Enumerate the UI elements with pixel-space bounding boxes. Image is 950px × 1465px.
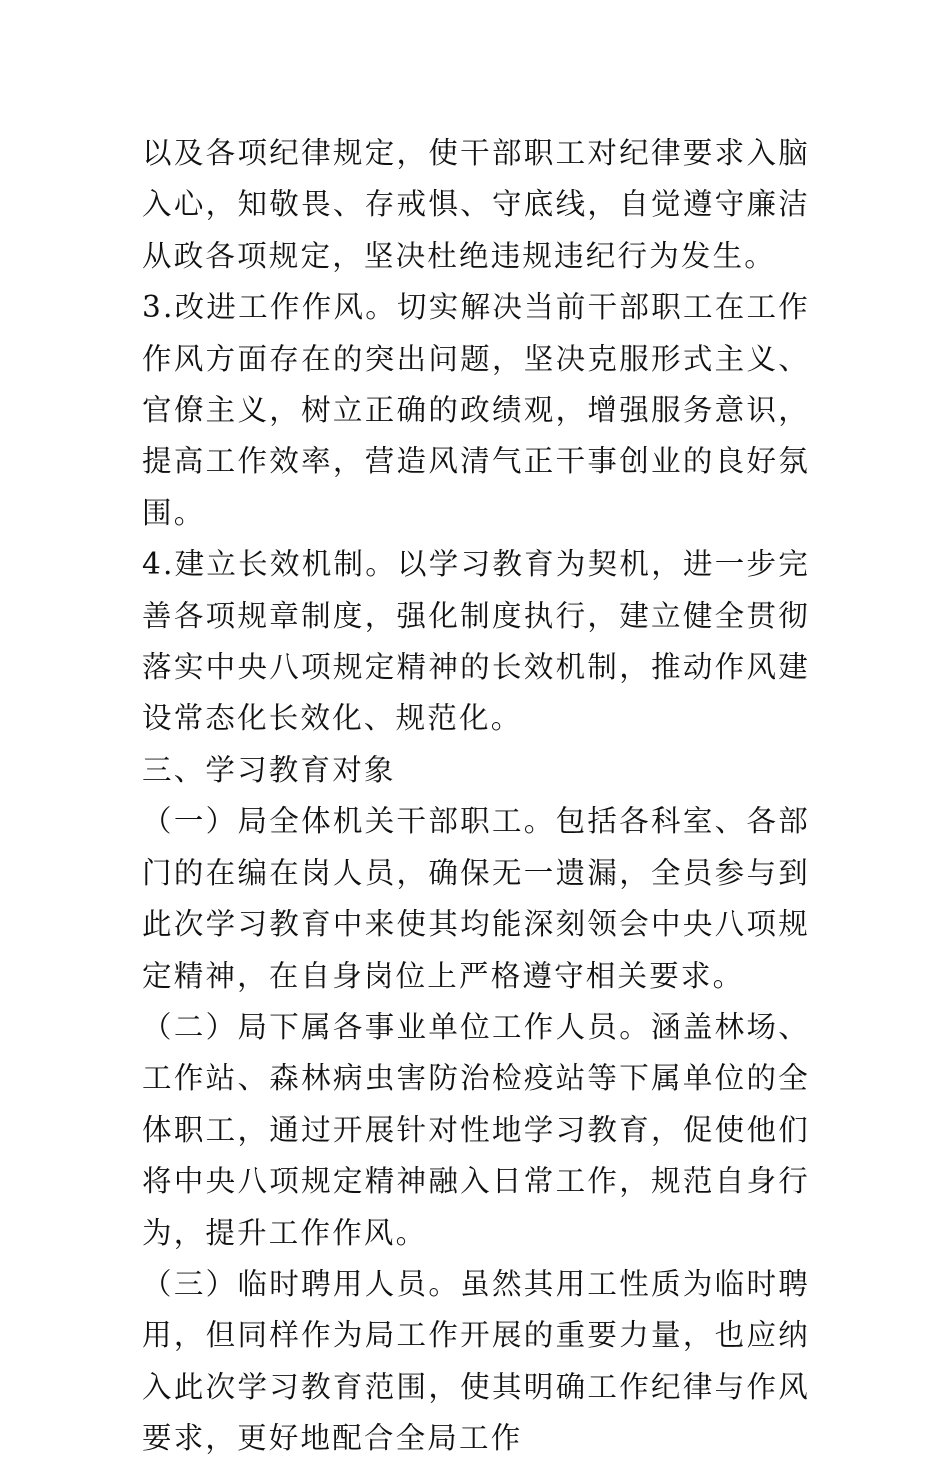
paragraph-discipline-continuation: 以及各项纪律规定，使干部职工对纪律要求入脑入心，知敬畏、存戒惧、守底线，自觉遵守廉洁从政各项规定，坚决杜绝违规违纪行为发生。 xyxy=(142,136,810,273)
document-body xyxy=(142,128,810,1465)
paragraph-target-staff: （一）局全体机关干部职工。包括各科室、各部门的在编在岗人员，确保无一遗漏，全员参与到此次学习教育中来使其均能深刻领会中央八项规定精神，在自身岗位上严格遵守相关要求。 xyxy=(142,804,810,993)
section-heading-targets: 三、学习教育对象 xyxy=(142,752,396,787)
paragraph-improve-work-style: 3.改进工作作风。切实解决当前干部职工在工作作风方面存在的突出问题，坚决克服形式主义、官僚主义，树立正确的政绩观，增强服务意识，提高工作效率，营造风清气正干事创业的良好氛围。 xyxy=(142,290,810,530)
paragraph-long-term-mechanism: 4.建立长效机制。以学习教育为契机，进一步完善各项规章制度，强化制度执行，建立健全贯彻落实中央八项规定精神的长效机制，推动作风建设常态化长效化、规范化。 xyxy=(142,547,810,736)
paragraph-target-affiliates: （二）局下属各事业单位工作人员。涵盖林场、工作站、森林病虫害防治检疫站等下属单位的全体职工，通过开展针对性地学习教育，促使他们将中央八项规定精神融入日常工作，规范自身行为，提升工作作风。 xyxy=(142,1009,810,1250)
paragraph-target-temporary: （三）临时聘用人员。虽然其用工性质为临时聘用，但同样作为局工作开展的重要力量，也应纳入此次学习教育范围，使其明确工作纪律与作风要求，更好地配合全局工作 xyxy=(142,1266,810,1456)
